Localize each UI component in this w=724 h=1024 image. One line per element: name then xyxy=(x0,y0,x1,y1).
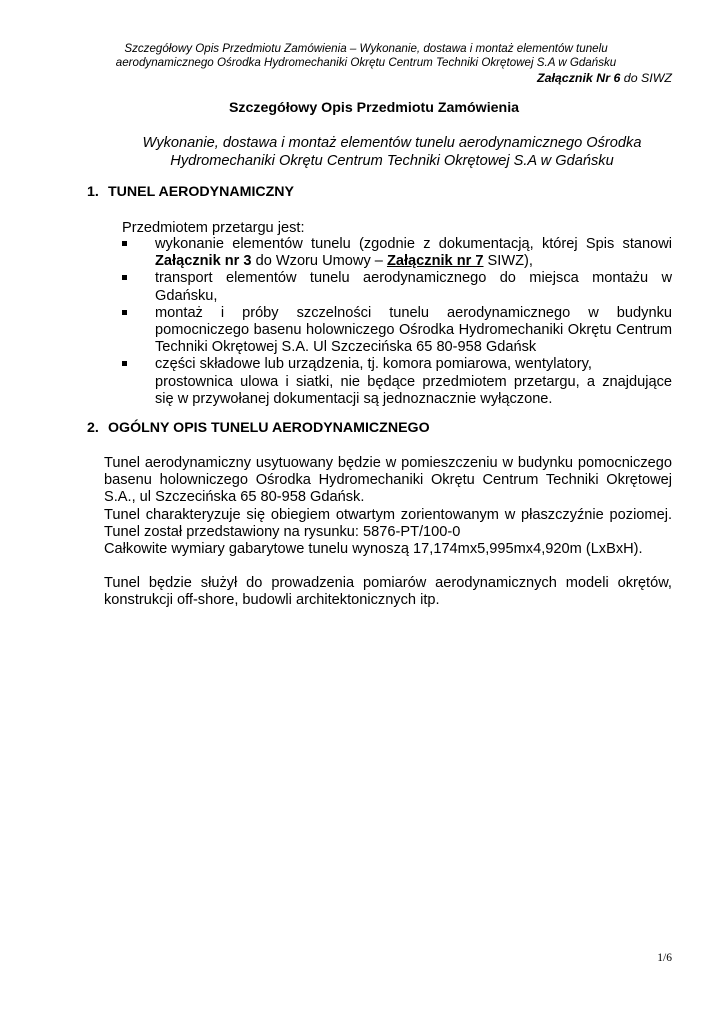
annex-suffix: do SIWZ xyxy=(620,71,672,85)
bullet-4-line-2: prostownica ulowa i siatki, nie będące przedmiotem przetargu, a znajdujące xyxy=(155,373,672,390)
section-1-number: 1. xyxy=(87,184,99,200)
p1-line-1: Tunel aerodynamiczny usytuowany będzie w pomieszczeniu w budynku pomocniczego xyxy=(104,455,672,471)
subtitle-line-1: Wykonanie, dostawa i montaż elementów tunelu aerodynamicznego Ośrodka xyxy=(142,135,642,151)
p1-line-2: basenu holowniczego Ośrodka Hydromechaniki Okrętu Centrum Techniki Okrętowej xyxy=(104,472,672,489)
list-item xyxy=(122,270,672,304)
p1-line-3: S.A., ul Szczecińska 65 80-958 Gdańsk. xyxy=(104,489,365,506)
subtitle-line-2: Hydromechaniki Okrętu Centrum Techniki Okrętowej S.A w Gdańsku xyxy=(170,153,614,169)
bullet-1-end: SIWZ), xyxy=(483,253,533,270)
square-bullet-icon xyxy=(122,361,127,366)
p4-line: Całkowite wymiary gabarytowe tunelu wynoszą 17,174mx5,995mx4,920m (LxBxH). xyxy=(104,541,643,558)
p2-line: Tunel charakteryzuje się obiegiem otwartym zorientowanym w płaszczyźnie poziomej. xyxy=(104,506,672,523)
section-1-title: TUNEL AERODYNAMICZNY xyxy=(108,184,295,200)
section-2-heading xyxy=(87,420,430,436)
square-bullet-icon xyxy=(122,241,127,246)
bullet-1-line-1: wykonanie elementów tunelu (zgodnie z dokumentacją, której Spis stanowi xyxy=(155,236,672,252)
document-title: Szczegółowy Opis Przedmiotu Zamówienia xyxy=(228,100,520,116)
list-item xyxy=(122,356,672,408)
section-2-number: 2. xyxy=(87,420,99,436)
annex-label xyxy=(60,71,672,85)
document-subtitle xyxy=(100,134,684,170)
bullet-1-mid: do Wzoru Umowy – xyxy=(251,253,387,270)
bullet-2-line-1: transport elementów tunelu aerodynamicznego do miejsca montażu w xyxy=(155,270,672,287)
square-bullet-icon xyxy=(122,310,127,315)
list-item xyxy=(122,236,672,270)
header-line-1: Szczegółowy Opis Przedmiotu Zamówienia – Wykonanie, dostawa i montaż elementów tunelu xyxy=(124,42,608,55)
bullet-2-line-2: Gdańsku, xyxy=(155,287,218,304)
bullet-1-line-2 xyxy=(155,253,672,270)
annex-3-ref: Załącznik nr 3 xyxy=(155,253,252,270)
bullet-3-line-1: montaż i próby szczelności tunelu aerodynamicznego w budynku xyxy=(155,304,672,321)
section-1-intro: Przedmiotem przetargu jest: xyxy=(122,220,305,236)
annex-7-ref: Załącznik nr 7 xyxy=(386,253,484,270)
page-number: 1/6 xyxy=(657,952,672,964)
bullet-4-line-3: się w przywołanej dokumentacji są jednoznacznie wyłączone. xyxy=(155,390,553,407)
bullet-4-line-1: części składowe lub urządzenia, tj. komora pomiarowa, wentylatory, xyxy=(155,356,592,373)
header-line-2: aerodynamicznego Ośrodka Hydromechaniki Okrętu Centrum Techniki Okrętowej S.A w Gdańsku xyxy=(115,56,617,69)
bullet-3-line-2: pomocniczego basenu holowniczego Ośrodka Hydromechaniki Okrętu Centrum xyxy=(155,322,672,339)
paragraph-gap xyxy=(104,558,672,575)
section-1-heading xyxy=(87,184,294,200)
section-2-title: OGÓLNY OPIS TUNELU AERODYNAMICZNEGO xyxy=(108,420,430,436)
scope-list xyxy=(122,236,672,408)
running-header xyxy=(60,42,672,85)
list-item xyxy=(122,305,672,357)
section-2-body xyxy=(104,455,672,610)
bullet-3-line-3: Techniki Okrętowej S.A. Ul Szczecińska 65 80-958 Gdańsk xyxy=(155,339,537,356)
p3-line: Tunel został przedstawiony na rysunku: 5876-PT/100-0 xyxy=(104,523,461,540)
p5-line-2: konstrukcji off-shore, budowli architektonicznych itp. xyxy=(104,592,440,609)
p5-line-1: Tunel będzie służył do prowadzenia pomiarów aerodynamicznych modeli okrętów, xyxy=(104,575,672,592)
square-bullet-icon xyxy=(122,275,127,280)
annex-number: Załącznik Nr 6 xyxy=(537,71,621,85)
